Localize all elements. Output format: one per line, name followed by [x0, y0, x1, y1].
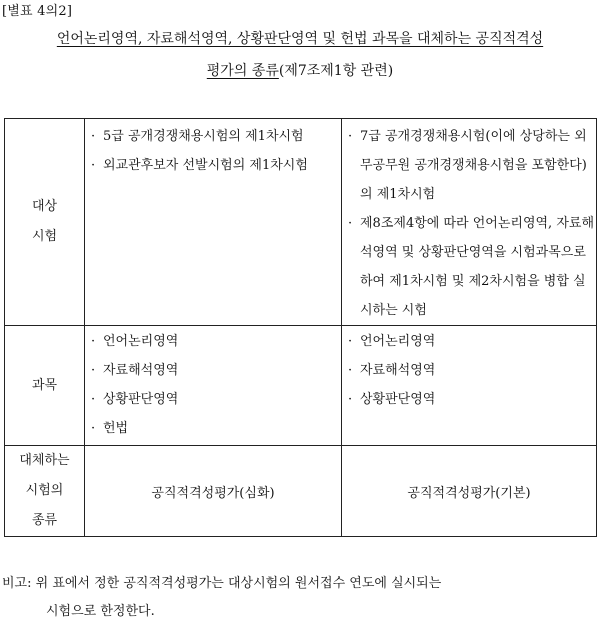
bullet: · [348, 363, 353, 378]
row-header-line: 시험의 [25, 483, 64, 498]
row-header-line: 시험 [31, 229, 58, 244]
cell-advanced-subjects [85, 326, 342, 446]
item-text: 자료해석영역 [103, 363, 179, 378]
bullet: · [91, 158, 96, 173]
exam-replacement-table [4, 118, 597, 537]
item-text: 헌법 [103, 421, 129, 436]
list-item [342, 356, 596, 385]
bullet: · [91, 363, 96, 378]
cell-basic-target-exams [342, 119, 597, 326]
note-line1: 비고: 위 표에서 정한 공직적격성평가는 대상시험의 원서접수 연도에 실시되는 [2, 576, 442, 591]
row-header-replacement-type [5, 446, 85, 537]
title-reference: (제7조제1항 관련) [278, 63, 394, 79]
item-text: 상황판단영역 [103, 392, 179, 407]
document-title-line1: 언어논리영역, 자료해석영역, 상황판단영역 및 헌법 과목을 대체하는 공직적격성 [56, 31, 544, 47]
item-text: 언어논리영역 [103, 334, 179, 349]
item-text: 외교관후보자 선발시험의 제1차시험 [103, 158, 308, 173]
row-header-line: 대상 [31, 199, 58, 214]
list-item [85, 327, 341, 356]
list-item [85, 151, 341, 180]
item-text: 7급 공개경쟁채용시험(이에 상당하는 외무공무원 공개경쟁채용시험을 포함한다)의 제1차시험 [360, 129, 587, 202]
list-item [85, 385, 341, 414]
title-underlined-part: 평가의 종류 [206, 63, 279, 79]
item-text: 5급 공개경쟁채용시험의 제1차시험 [103, 129, 304, 144]
list-item [85, 414, 341, 443]
list-item [342, 327, 596, 356]
bullet: · [91, 421, 96, 436]
list-item [342, 122, 596, 209]
bullet: · [91, 334, 96, 349]
row-header-subjects: 과목 [5, 326, 85, 446]
cell-basic-assessment: 공직적격성평가(기본) [342, 446, 597, 537]
list-item [342, 385, 596, 414]
cell-advanced-target-exams [85, 119, 342, 326]
note-line2: 시험으로 한정한다. [46, 604, 155, 619]
row-header-line: 종류 [31, 513, 58, 528]
table-row-subjects [5, 326, 597, 446]
table-row-target-exam [5, 119, 597, 326]
row-header-line: 대체하는 [19, 453, 70, 468]
cell-advanced-assessment: 공직적격성평가(심화) [85, 446, 342, 537]
item-text: 상황판단영역 [360, 392, 436, 407]
row-header-target-exam [5, 119, 85, 326]
bullet: · [348, 129, 353, 144]
cell-basic-subjects [342, 326, 597, 446]
bullet: · [91, 392, 96, 407]
remarks-note [2, 570, 598, 626]
list-item [85, 356, 341, 385]
list-item [342, 209, 596, 325]
bullet: · [91, 129, 96, 144]
item-text: 자료해석영역 [360, 363, 436, 378]
annex-label: [별표 4의2] [2, 4, 73, 19]
document-title-line2 [0, 60, 600, 80]
item-text: 언어논리영역 [360, 334, 436, 349]
bullet: · [348, 334, 353, 349]
table-row-replacement-type [5, 446, 597, 537]
bullet: · [348, 392, 353, 407]
item-text: 제8조제4항에 따라 언어논리영역, 자료해석영역 및 상황판단영역을 시험과목으로 하여 제1차시험 및 제2차시험을 병합 실시하는 시험 [360, 216, 594, 318]
list-item [85, 122, 341, 151]
bullet: · [348, 216, 353, 231]
